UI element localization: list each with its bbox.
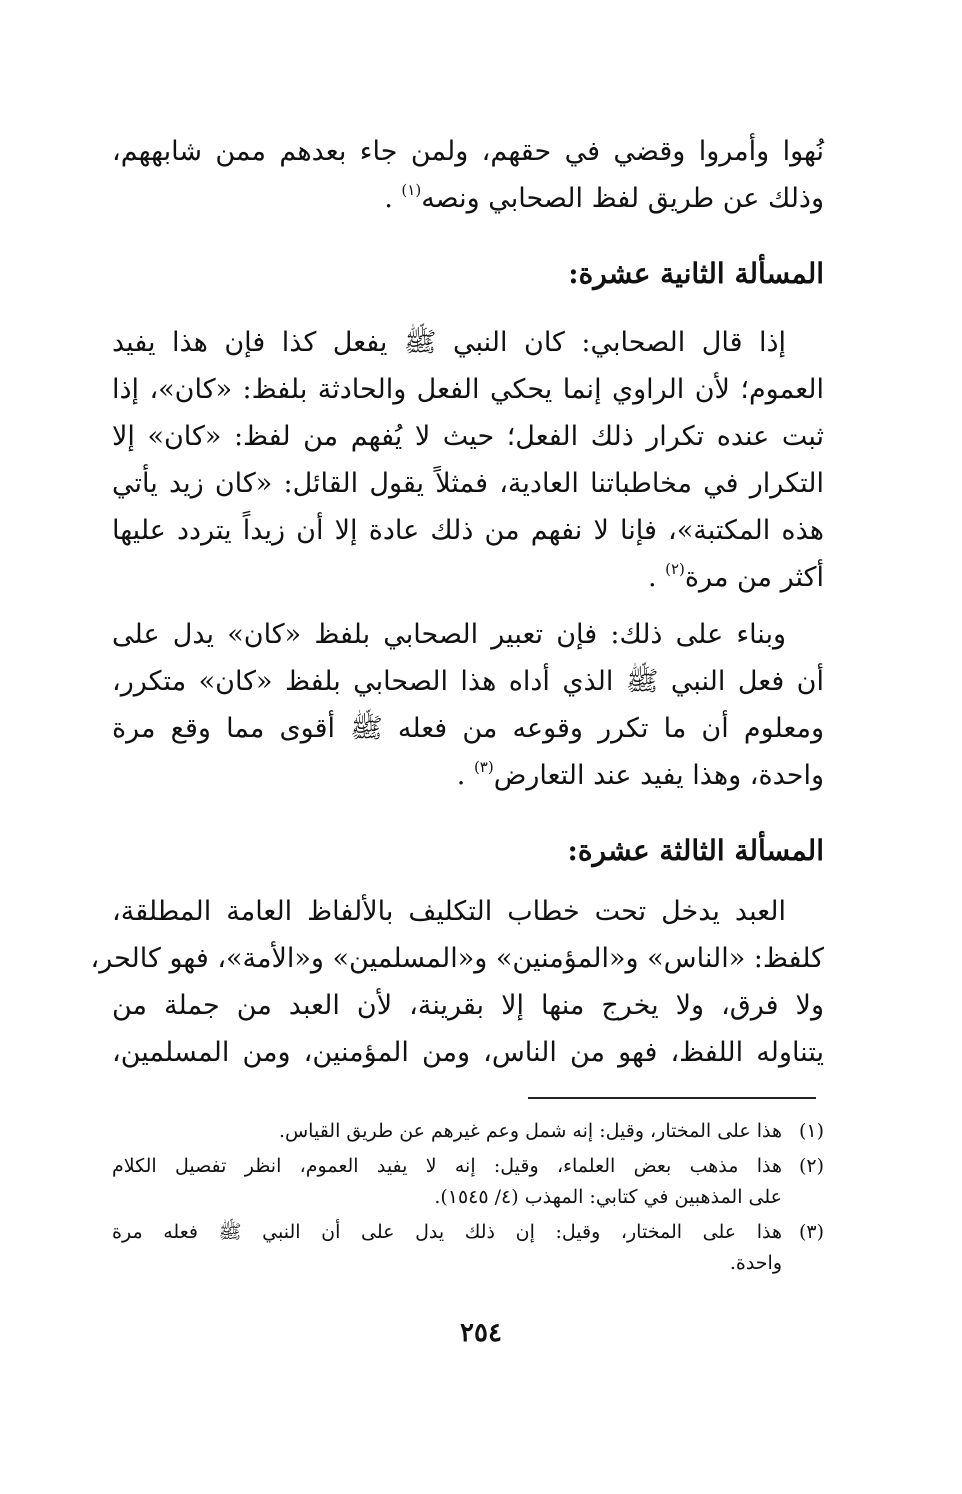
line-end: .	[647, 562, 657, 593]
text-line-content: واحدة، وهذا يفيد عند التعارض	[493, 760, 824, 791]
text-line: ولا فرق، ولا يخرج منها إلا بقرينة، لأن العبد من جملة من	[112, 990, 824, 1021]
section-heading-12: المسألة الثانية عشرة:	[568, 257, 824, 290]
line-end: .	[456, 760, 466, 791]
text-line: وبناء على ذلك: فإن تعبير الصحابي بلفظ «كان» يدل على	[112, 619, 786, 650]
footnote-ref-3[interactable]: (٣)	[473, 758, 494, 776]
page-number: ٢٥٤	[460, 1318, 502, 1348]
intro-paragraph	[112, 128, 824, 222]
text-line-content: وذلك عن طريق لفظ الصحابي ونصه	[421, 183, 824, 214]
section-heading-13: المسألة الثالثة عشرة:	[567, 834, 824, 867]
line-end: .	[384, 183, 393, 214]
footnote-ref-1[interactable]: (١)	[401, 181, 422, 199]
text-line	[112, 752, 824, 799]
text-line: التكرار في مخاطباتنا العادية، فمثلاً يقول القائل: «كان زيد يأتي	[112, 468, 824, 499]
footnote-line: هذا على المختار، وقيل: إن ذلك يدل على أن النبي ﷺ فعله مرة	[112, 1221, 782, 1243]
text-line-content: أكثر من مرة	[684, 562, 824, 593]
section12-paragraph-2	[112, 611, 824, 799]
text-line: يتناوله اللفظ، فهو من الناس، ومن المؤمنين، ومن المسلمين،	[112, 1037, 824, 1068]
footnote-ref-2[interactable]: (٢)	[665, 560, 685, 578]
text-line: هذه المكتبة»، فإنا لا نفهم من ذلك عادة إلا أن زيداً يتردد عليها	[112, 515, 824, 546]
section13-paragraph-1	[90, 888, 824, 1076]
text-line	[112, 554, 824, 601]
footnotes	[112, 1116, 824, 1283]
text-line: إذا قال الصحابي: كان النبي ﷺ يفعل كذا فإن هذا يفيد	[112, 327, 786, 358]
footnote-body	[112, 1116, 782, 1147]
text-line: ومعلوم أن ما تكرر وقوعه من فعله ﷺ أقوى مما وقع مرة	[112, 713, 824, 744]
text-line: العبد يدخل تحت خطاب التكليف بالألفاظ العامة المطلقة،	[112, 896, 786, 927]
footnote-line: هذا على المختار، وقيل: إنه شمل وعم غيرهم عن طريق القياس.	[278, 1120, 782, 1142]
main-text	[90, 128, 824, 1076]
footnote-divider	[528, 1097, 816, 1099]
text-line: نُهوا وأمروا وقضي في حقهم، ولمن جاء بعدهم ممن شابههم،	[112, 136, 824, 167]
footnote-number: (٢)	[798, 1155, 824, 1177]
footnote-number: (٣)	[798, 1221, 824, 1243]
text-line: العموم؛ لأن الراوي إنما يحكي الفعل والحادثة بلفظ: «كان»، إذا	[112, 374, 824, 405]
footnote-line: على المذهبين في كتابي: المهذب (٤/ ١٥٤٥).	[434, 1186, 782, 1208]
text-line: أن فعل النبي ﷺ الذي أداه هذا الصحابي بلفظ «كان» متكرر،	[112, 666, 824, 697]
footnote-line: هذا مذهب بعض العلماء، وقيل: إنه لا يفيد العموم، انظر تفصيل الكلام	[112, 1155, 782, 1177]
text-line: ثبت عنده تكرار ذلك الفعل؛ حيث لا يُفهم من لفظ: «كان» إلا	[112, 421, 824, 452]
footnote-1	[112, 1116, 824, 1147]
footnote-number: (١)	[798, 1120, 824, 1142]
footnote-2	[112, 1151, 824, 1213]
footnote-line: واحدة.	[729, 1252, 782, 1274]
text-line	[112, 175, 824, 222]
footnote-body	[112, 1217, 782, 1279]
text-line: كلفظ: «الناس» و«المؤمنين» و«المسلمين» و«الأمة»، فهو كالحر،	[90, 943, 824, 974]
footnote-3	[112, 1217, 824, 1279]
section12-paragraph-1	[112, 319, 824, 601]
footnote-body	[112, 1151, 782, 1213]
